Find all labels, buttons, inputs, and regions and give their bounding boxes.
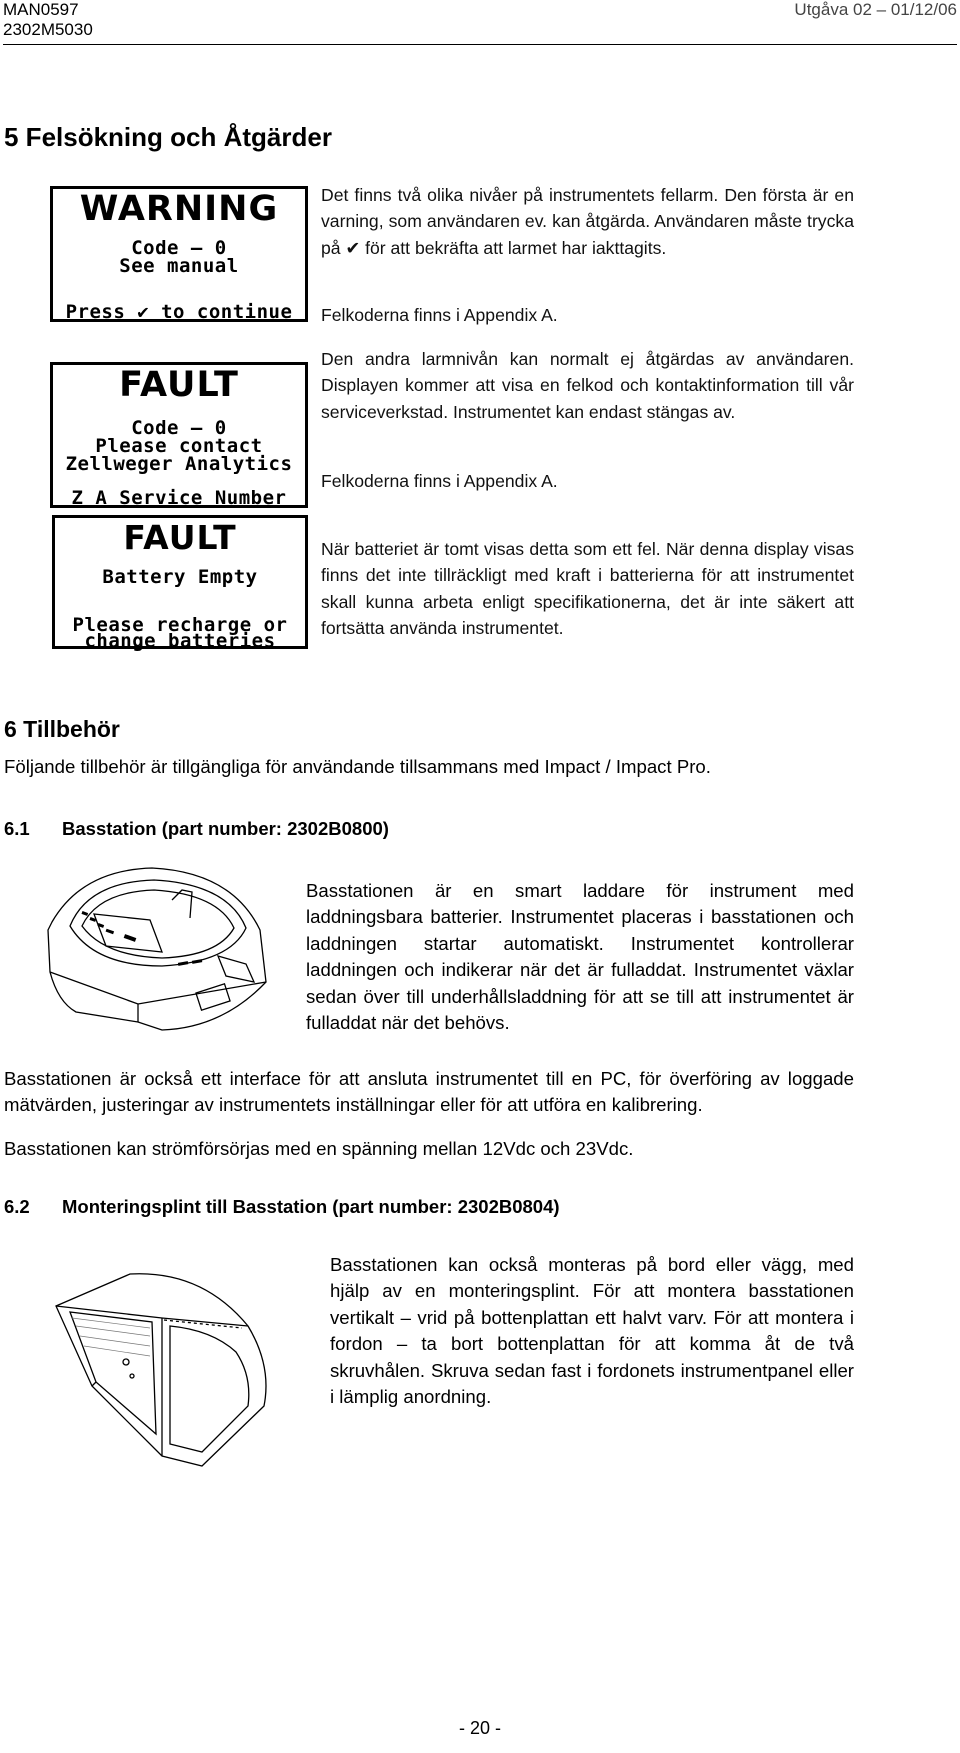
page-number: - 20 - (458, 1718, 501, 1738)
para-battery: När batteriet är tomt visas detta som ett fel. När denna display visas finns det inte tillräckligt med kraft i batterierna för att instrumentet skall kunna arbeta enligt specifikationerna, det är inte säkert att fortsätta använda instrumentet. (321, 539, 854, 639)
doc-code: MAN0597 (3, 0, 79, 19)
lcd-fault-footer: Z A Service Number (71, 487, 287, 509)
lcd-warning-line2: See manual (119, 255, 239, 277)
lcd-fault-title: FAULT (119, 365, 239, 405)
para-fault-ref: Felkoderna finns i Appendix A. (321, 471, 558, 491)
part-code: 2302M5030 (3, 20, 93, 39)
lcd-warning-line1: Code – 0 (131, 237, 227, 259)
section-6-2-para: Basstationen kan också monteras på bord eller vägg, med hjälp av en monteringsplint. För att montera basstationen vertikalt – vrid på bottenplattan ett halvt varv. För att montera i fordon – ta bort bottenplattan för att komma åt de två skruvhålen. Skruva sedan fast i fordonets instrumentpanel eller i lämplig anordning. (330, 1254, 854, 1408)
lcd-warning-footer: Press ✔ to continue (65, 301, 293, 323)
section-6-2-title: Monteringsplint till Basstation (part number: 2302B0804) (62, 1196, 560, 1217)
section-6-title: 6 Tillbehör (4, 716, 120, 742)
section-6-1-para3: Basstationen kan strömförsörjas med en spänning mellan 12Vdc och 23Vdc. (4, 1138, 634, 1159)
lcd-fault-battery-footer1: Please recharge or (72, 614, 288, 636)
para-fault: Den andra larmnivån kan normalt ej åtgärdas av användaren. Displayen kommer att visa en felkod och kontaktinformation till vår serviceverkstad. Instrumentet kan endast stängas av. (321, 349, 854, 422)
section-6-1-number: 6.1 (4, 818, 30, 839)
lcd-fault-line3: Zellweger Analytics (65, 453, 293, 475)
section-6-intro: Följande tillbehör är tillgängliga för användande tillsammans med Impact / Impact Pro. (4, 756, 711, 777)
section-6-1-para2: Basstationen är också ett interface för att ansluta instrumentet till en PC, för överföring av loggade mätvärden, justeringar av instrumentets inställningar eller för att utföra en kalibrering. (4, 1068, 854, 1116)
lcd-fault-contact (50, 362, 308, 508)
edition: Utgåva 02 – 01/12/06 (794, 0, 957, 19)
lcd-fault-battery-title: FAULT (123, 518, 237, 557)
lcd-fault-line1: Code – 0 (131, 417, 227, 439)
section-5-title: 5 Felsökning och Åtgärder (4, 122, 332, 152)
mounting-bracket-illustration (52, 1256, 272, 1476)
section-6-1-title: Basstation (part number: 2302B0800) (62, 818, 389, 839)
section-6-2-number: 6.2 (4, 1196, 30, 1217)
lcd-fault-battery-footer2: change batteries (84, 630, 276, 652)
lcd-fault-battery (52, 515, 308, 652)
header-rule (3, 44, 957, 45)
section-6-1-para: Basstationen är en smart laddare för instrument med laddningsbara batterier. Instrumentet placeras i basstationen och laddningen startar automatiskt. Instrumentet kontrollerar laddningen och indikerar när det är fulladdat. Instrumentet växlar sedan över till underhållsladdning för att se till att instrumentet är fulladdat när det behövs. (306, 880, 854, 1034)
basstation-illustration (42, 862, 272, 1032)
para-warning-ref: Felkoderna finns i Appendix A. (321, 305, 558, 325)
para-warning: Det finns två olika nivåer på instrumentets fellarm. Den första är en varning, som användaren ev. kan åtgärda. Användaren måste trycka på ✔ för att bekräfta att larmet har iakttagits. (321, 185, 854, 258)
lcd-fault-line2: Please contact (95, 435, 263, 457)
lcd-warning (50, 186, 308, 322)
lcd-fault-battery-line1: Battery Empty (102, 566, 258, 588)
lcd-warning-title: WARNING (79, 189, 279, 229)
